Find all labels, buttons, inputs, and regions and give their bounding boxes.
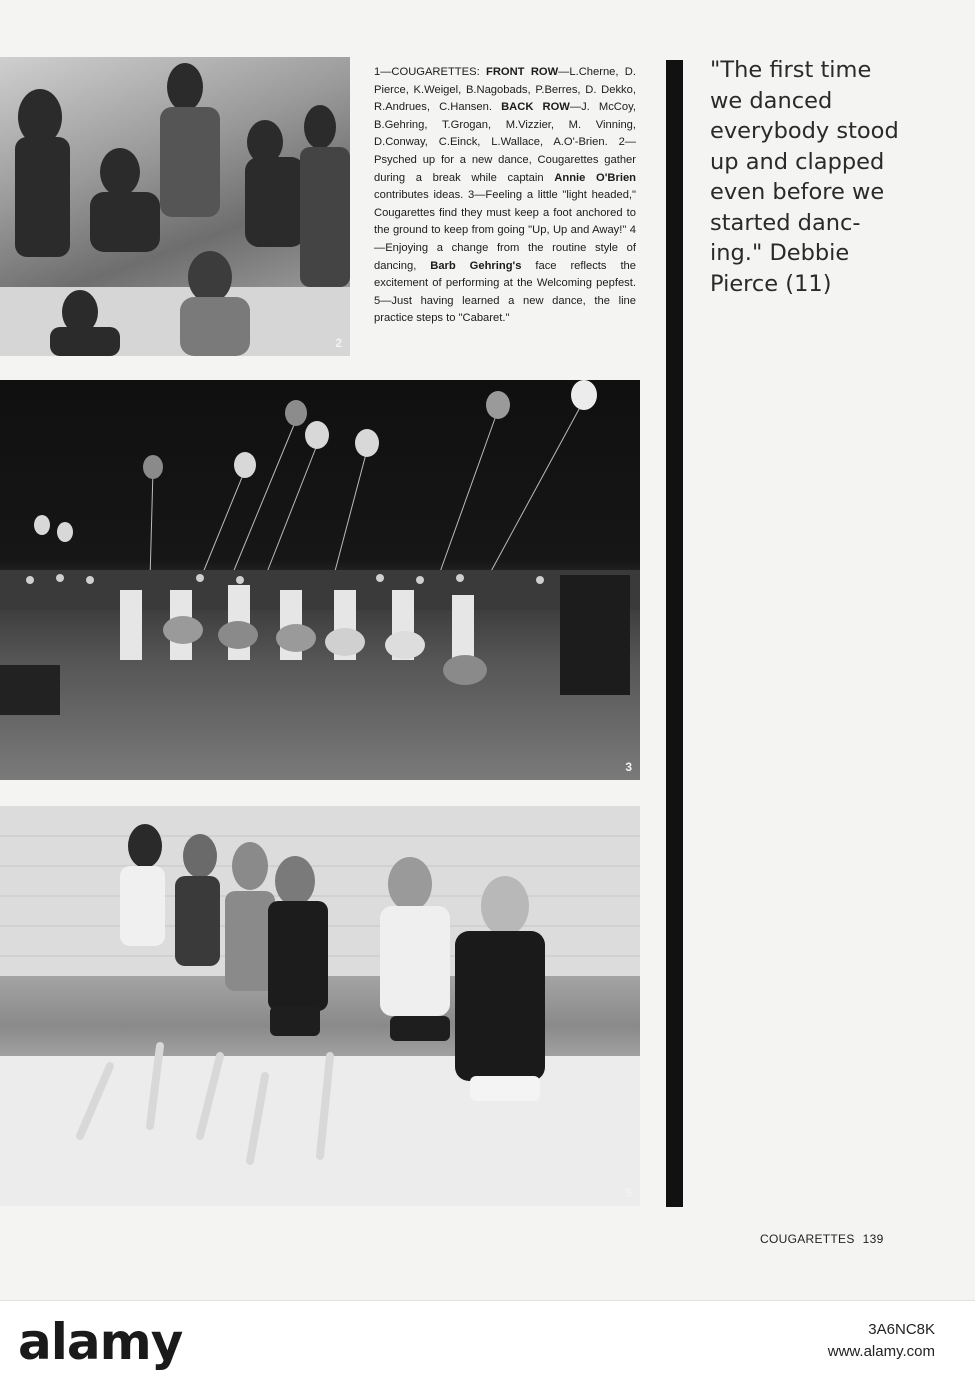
stock-watermark-bar <box>0 1300 975 1391</box>
caption-front-row-names: —L.Cherne, D. Pierce, K.Weigel, B.Nagobads, P.Berres, D. Dekko, R.Andrues, C.Hansen. <box>374 66 636 114</box>
photo-5-dance-line-practice <box>0 806 640 1206</box>
caption-4-text: 4—Enjoying a change from the routine style of dancing, <box>374 224 636 272</box>
photo-number: 3 <box>625 760 632 774</box>
page-footer <box>760 1232 884 1246</box>
pull-quote: "The first time we danced everybody stood up and clapped even before we started danc-ing." Debbie Pierce (11) <box>710 57 899 297</box>
stock-site: www.alamy.com <box>827 1343 935 1360</box>
vertical-divider <box>666 60 683 1207</box>
photo-number: 2 <box>335 336 342 350</box>
caption-back-row-names: —J. McCoy, B.Gehring, T.Grogan, M.Vizzier, M. Vinning, D.Conway, C.Einck, L.Wallace, A.O'-Brien. <box>374 101 636 149</box>
caption-2-text: 2—Psyched up for a new dance, Cougarettes gather during a break while captain <box>374 136 636 184</box>
caption-5-text: 5—Just having learned a new dance, the line practice steps to "Cabaret." <box>374 294 636 325</box>
caption-4-tail: face reflects the excitement of performing at the Welcoming pepfest. <box>374 259 636 290</box>
photo-number: 5 <box>625 1186 632 1200</box>
photo-3-illustration <box>0 380 640 780</box>
photo-5-illustration <box>0 806 640 1206</box>
caption-4-name: Barb Gehring's <box>430 259 522 272</box>
photo-2-illustration <box>0 57 350 356</box>
caption-back-row-label: BACK ROW <box>501 101 570 114</box>
caption-front-row-label: FRONT ROW <box>485 66 559 78</box>
caption-2-name: Annie O'Brien <box>554 171 636 184</box>
photo-3-pepfest-field <box>0 380 640 780</box>
caption-1-lead: 1—COUGARETTES: <box>374 66 486 78</box>
caption-3-text: 3—Feeling a little "light headed," Cougarettes find they must keep a foot anchored to the ground to keep from going "Up, Up and Away!" <box>374 189 637 237</box>
caption-2-tail: contributes ideas. <box>374 189 469 202</box>
photo-2-cougarettes-huddle <box>0 57 350 356</box>
stock-image-id: 3A6NC8K <box>868 1321 935 1338</box>
page-number: 139 <box>862 1232 884 1246</box>
stock-info <box>828 1319 935 1363</box>
stock-logo: alamy <box>18 1313 183 1371</box>
photo-caption <box>374 64 636 328</box>
section-title: COUGARETTES <box>760 1232 855 1246</box>
